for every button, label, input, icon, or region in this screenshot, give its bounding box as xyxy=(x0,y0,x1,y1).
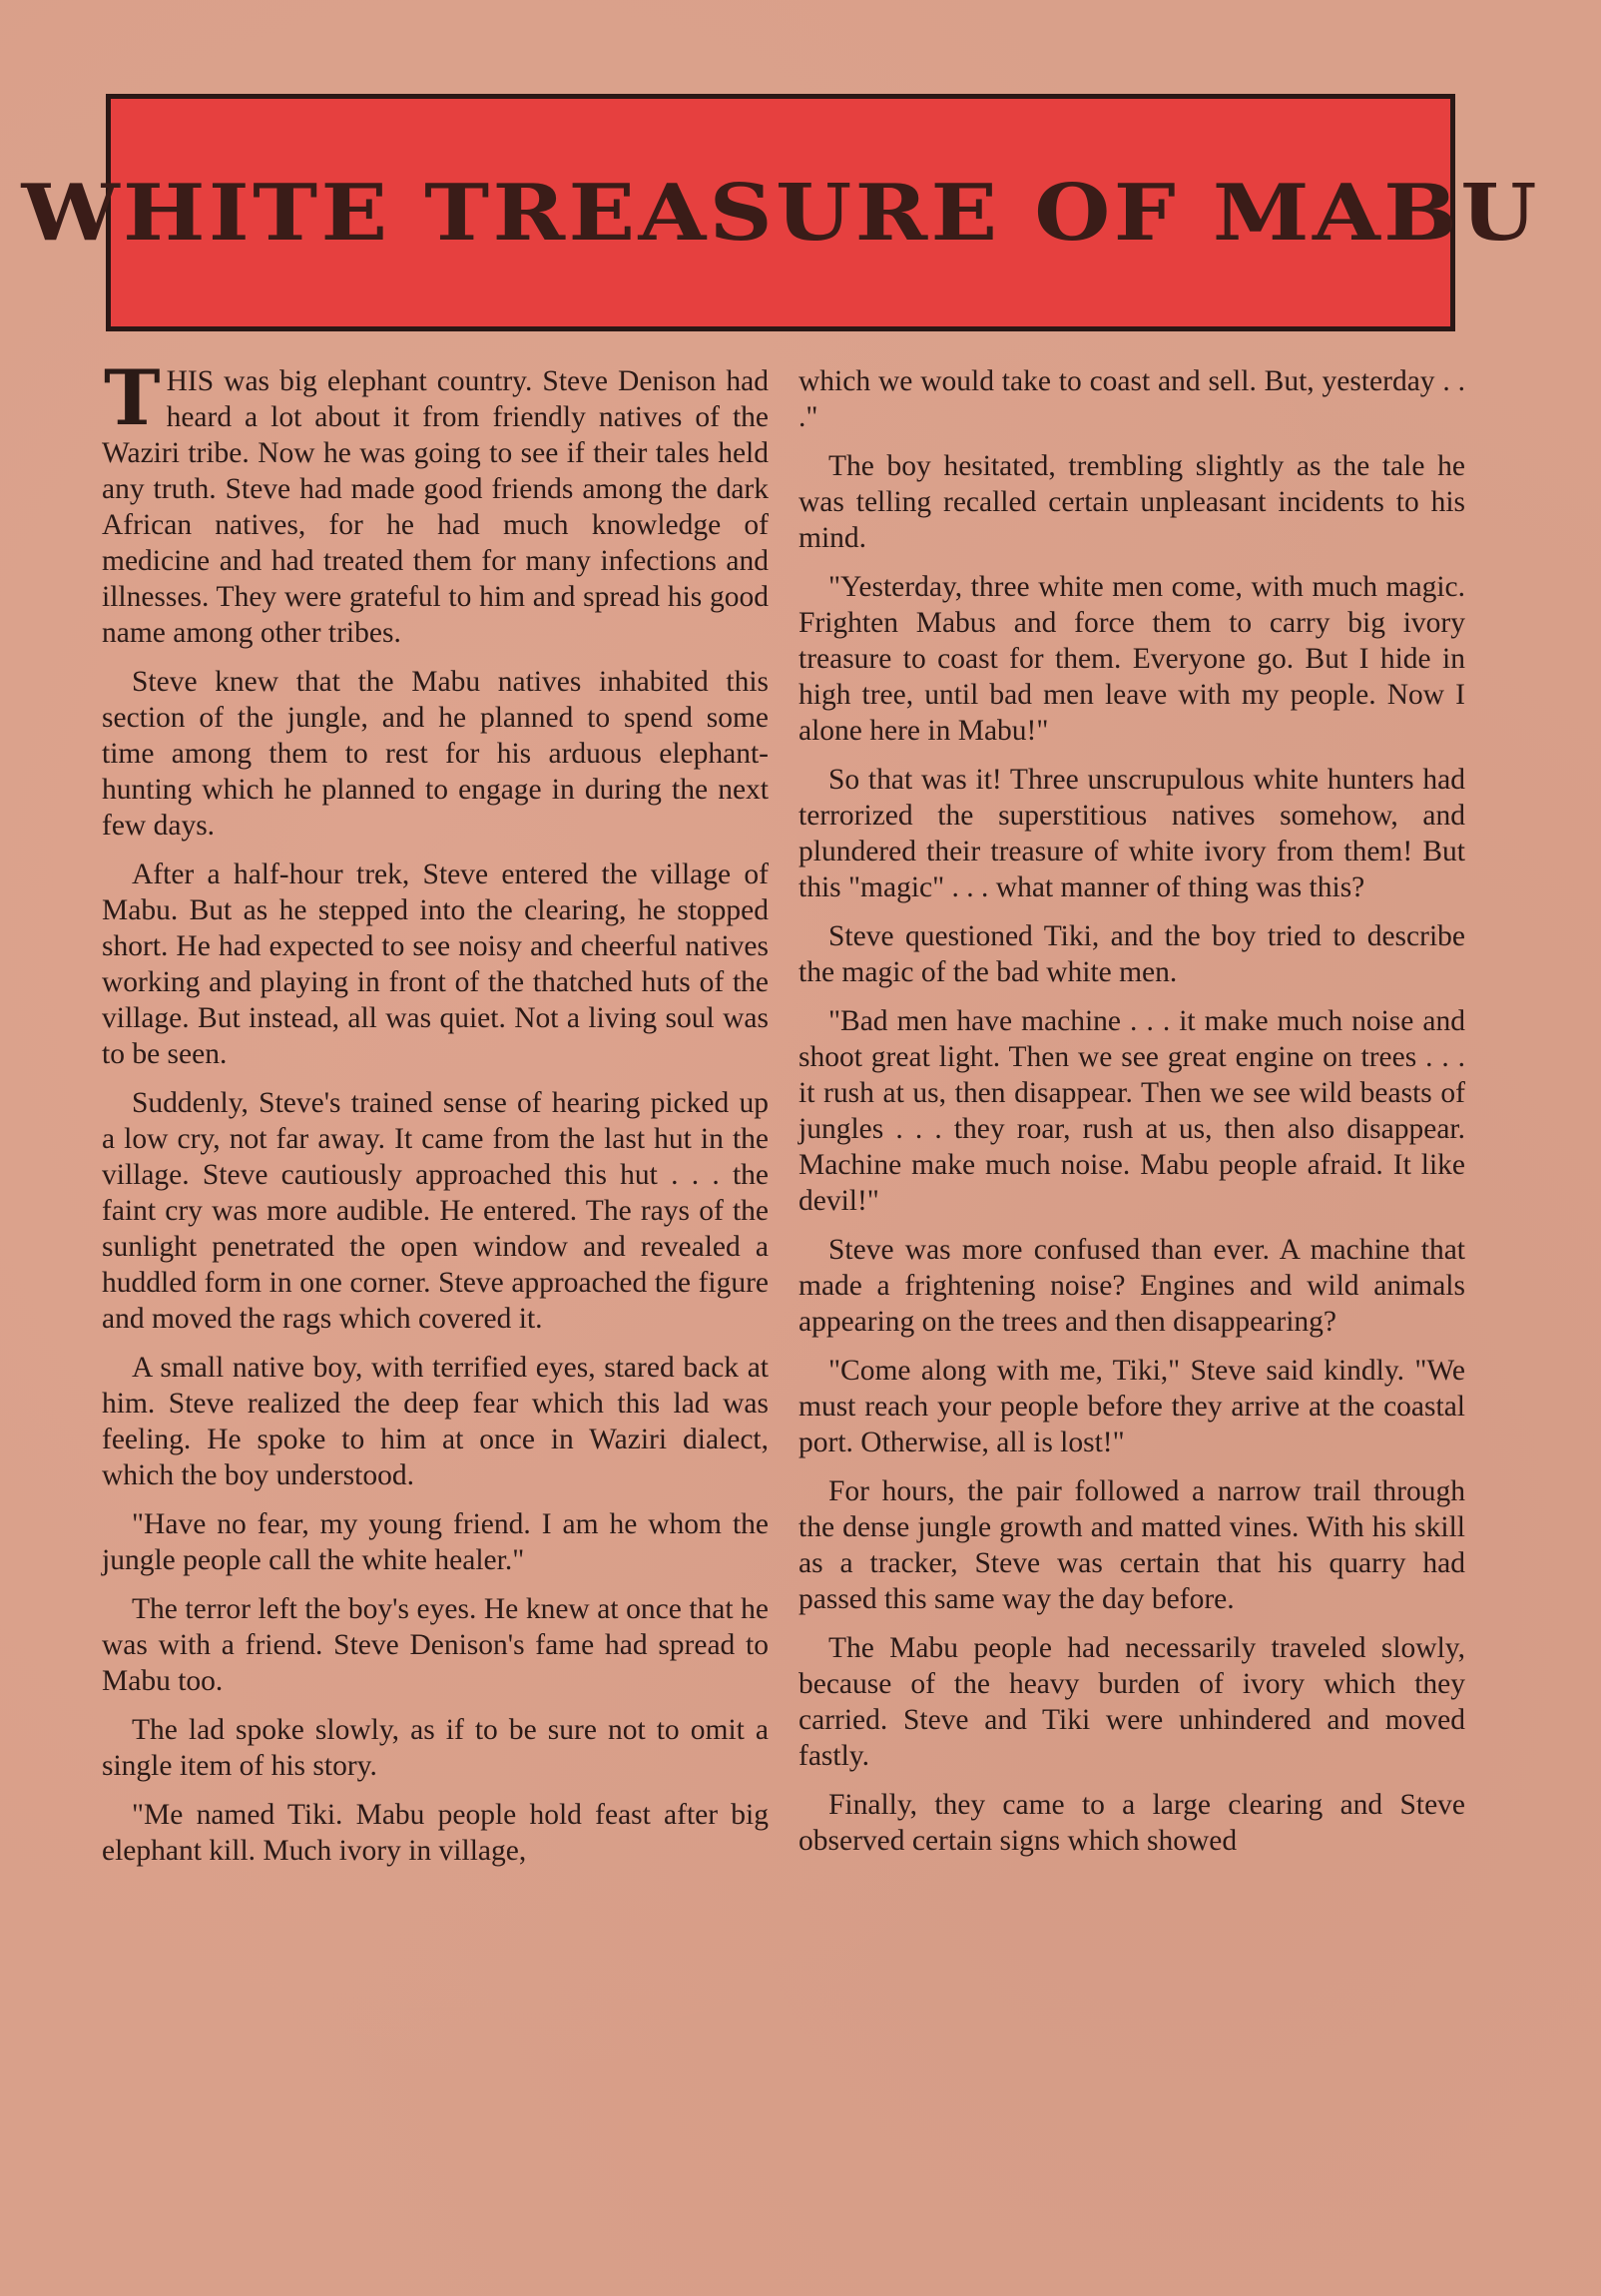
paragraph: Suddenly, Steve's trained sense of hearing picked up a low cry, not far away. It came from the last hut in the village. Steve cautiously approached this hut . . . the faint cry was more audible. He entered. The rays of the sunlight penetrated the open window and revealed a huddled form in one corner. Steve approached the figure and moved the rags which covered it. xyxy=(102,1087,769,1335)
paragraph: "Bad men have machine . . . it make much noise and shoot great light. Then we see great engine on trees . . . it rush at us, then disappear. Then we see wild beasts of jungles . . . they roar, rush at us, then also disappear. Machine make much noise. Mabu people afraid. It like devil!" xyxy=(799,1005,1465,1217)
drop-cap: T xyxy=(104,353,161,442)
right-text-column xyxy=(799,363,1465,1872)
paragraph: "Yesterday, three white men come, with much magic. Frighten Mabus and force them to carry big ivory treasure to coast for them. Everyone go. But I hide in high tree, until bad men leave with my people. Now I alone here in Mabu!" xyxy=(799,571,1465,747)
story-title: WHITE TREASURE OF MABU xyxy=(21,167,1540,259)
paragraph: Steve knew that the Mabu natives inhabited this section of the jungle, and he planned to spend some time among them to rest for his arduous elephant-hunting which he planned to engage in during the next few days. xyxy=(102,666,769,842)
paragraph: "Me named Tiki. Mabu people hold feast after big elephant kill. Much ivory in village, xyxy=(102,1799,769,1867)
paragraph: The boy hesitated, trembling slightly as the tale he was telling recalled certain unpleasant incidents to his mind. xyxy=(799,450,1465,554)
paragraph: After a half-hour trek, Steve entered the village of Mabu. But as he stepped into the clearing, he stopped short. He had expected to see noisy and cheerful natives working and playing in front of the thatched huts of the village. But instead, all was quiet. Not a living soul was to be seen. xyxy=(102,859,769,1070)
paragraph: "Have no fear, my young friend. I am he whom the jungle people call the white healer." xyxy=(102,1508,769,1576)
paragraph: Steve was more confused than ever. A machine that made a frightening noise? Engines and wild animals appearing on the trees and then disappearing? xyxy=(799,1234,1465,1338)
paragraph: For hours, the pair followed a narrow trail through the dense jungle growth and matted vines. With his skill as a tracker, Steve was certain that his quarry had passed this same way the day before. xyxy=(799,1475,1465,1615)
paragraph-continuation: which we would take to coast and sell. But, yesterday . . ." xyxy=(799,365,1465,433)
paragraph: Finally, they came to a large clearing and Steve observed certain signs which showed xyxy=(799,1789,1465,1857)
paragraph-text: HIS was big elephant country. Steve Denison had heard a lot about it from friendly natives of the Waziri tribe. Now he was going to see if their tales held any truth. Steve had made good friends among the dark African natives, for he had much knowledge of medicine and had treated them for many infections and illnesses. They were grateful to him and spread his good name among other tribes. xyxy=(102,365,769,649)
paragraph xyxy=(102,353,769,651)
left-text-column xyxy=(102,353,769,1882)
title-banner xyxy=(21,94,1540,331)
paragraph: A small native boy, with terrified eyes, stared back at him. Steve realized the deep fear which this lad was feeling. He spoke to him at once in Waziri dialect, which the boy understood. xyxy=(102,1352,769,1491)
paragraph: "Come along with me, Tiki," Steve said kindly. "We must reach your people before they arrive at the coastal port. Otherwise, all is lost!" xyxy=(799,1355,1465,1458)
paragraph: The Mabu people had necessarily traveled slowly, because of the heavy burden of ivory which they carried. Steve and Tiki were unhindered and moved fastly. xyxy=(799,1632,1465,1772)
paragraph: So that was it! Three unscrupulous white hunters had terrorized the superstitious natives somehow, and plundered their treasure of white ivory from them! But this "magic" . . . what manner of thing was this? xyxy=(799,764,1465,903)
paragraph: The lad spoke slowly, as if to be sure not to omit a single item of his story. xyxy=(102,1714,769,1782)
paragraph: The terror left the boy's eyes. He knew at once that he was with a friend. Steve Denison's fame had spread to Mabu too. xyxy=(102,1593,769,1697)
paragraph: Steve questioned Tiki, and the boy tried to describe the magic of the bad white men. xyxy=(799,920,1465,988)
